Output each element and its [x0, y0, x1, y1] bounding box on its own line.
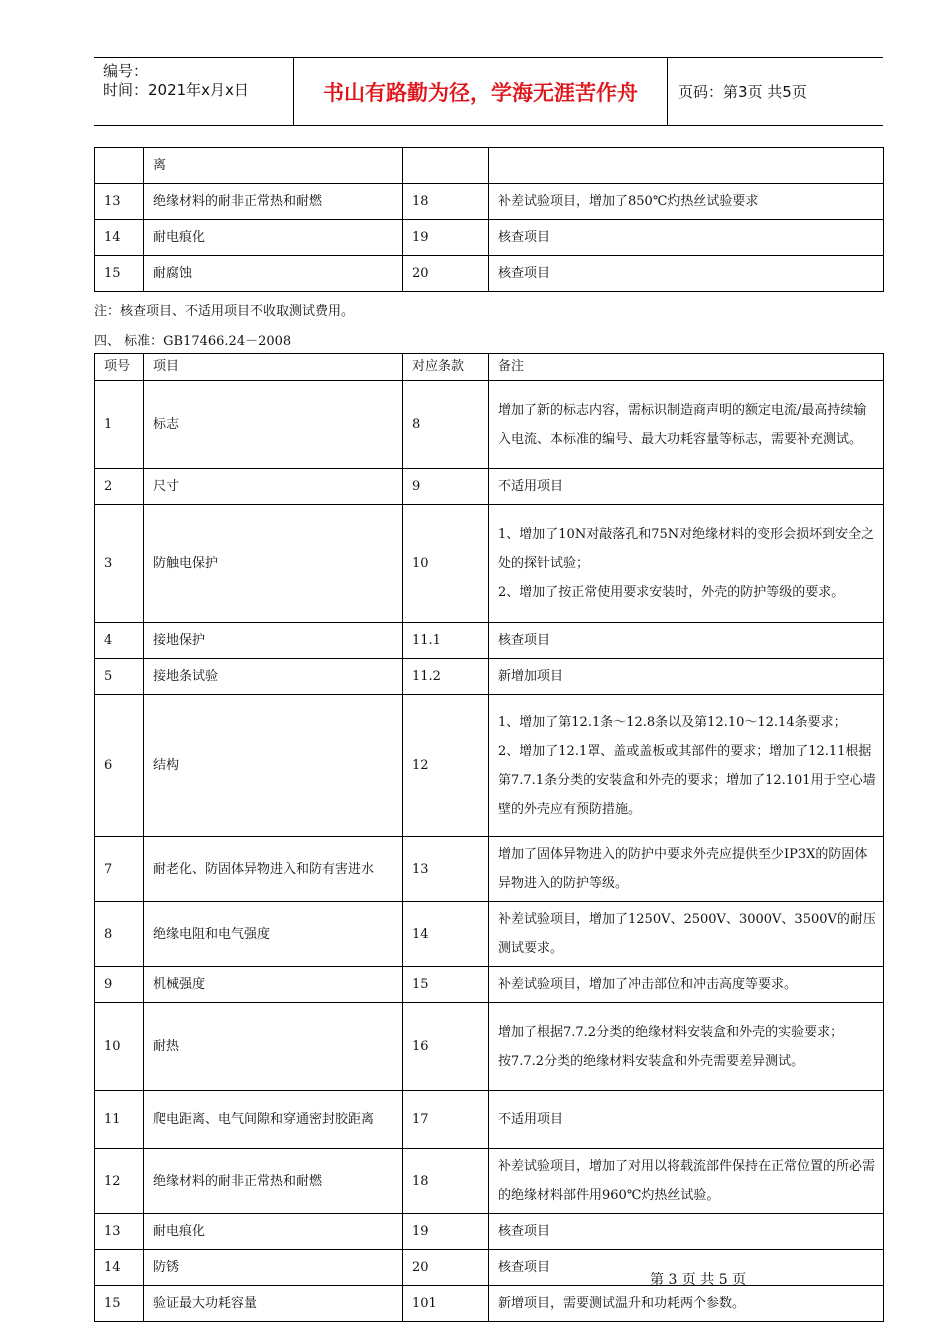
- cell-clause: 9: [403, 469, 489, 505]
- table-row: [95, 184, 884, 220]
- cell-note: 不适用项目: [489, 1091, 884, 1149]
- table-row: [95, 1003, 884, 1091]
- cell-item: 绝缘材料的耐非正常热和耐燃: [144, 184, 403, 220]
- cell-note: [489, 148, 884, 184]
- cell-no: 11: [95, 1091, 144, 1149]
- cell-clause: 14: [403, 902, 489, 967]
- cell-item: 接地保护: [144, 623, 403, 659]
- cell-clause: 17: [403, 1091, 489, 1149]
- cell-item: 耐电痕化: [144, 220, 403, 256]
- cell-note: 1、增加了第12.1条～12.8条以及第12.10～12.14条要求； 2、增加了12.1罩、盖或盖板或其部件的要求；增加了12.11根据第7.7.1条分类的安装盒和外壳的要求；增加了12.101用于空心墙壁的外壳应有预防措施。: [489, 695, 884, 837]
- table-row: [95, 148, 884, 184]
- header-item: 项目: [144, 354, 403, 381]
- cell-clause: 8: [403, 381, 489, 469]
- cell-no: 4: [95, 623, 144, 659]
- cell-note: 核查项目: [489, 220, 884, 256]
- cell-item: 防锈: [144, 1250, 403, 1286]
- cell-note: 核查项目: [489, 623, 884, 659]
- table-row: [95, 505, 884, 623]
- cell-note: 增加了根据7.7.2分类的绝缘材料安装盒和外壳的实验要求； 按7.7.2分类的绝缘材料安装盒和外壳需要差异测试。: [489, 1003, 884, 1091]
- header-no: 项号: [95, 354, 144, 381]
- document-date: 时间：2021年x月x日: [103, 81, 249, 99]
- cell-note: 不适用项目: [489, 469, 884, 505]
- table-row: [95, 659, 884, 695]
- cell-item: 耐老化、防固体异物进入和防有害进水: [144, 837, 403, 902]
- cell-no: 13: [95, 184, 144, 220]
- cell-no: [95, 148, 144, 184]
- header-motto: 书山有路勤为径，学海无涯苦作舟: [294, 58, 668, 125]
- header-clause: 对应条款: [403, 354, 489, 381]
- table-row: [95, 256, 884, 292]
- cell-note: 核查项目: [489, 1250, 884, 1286]
- cell-item: 防触电保护: [144, 505, 403, 623]
- standard-table-gb17466-24: [94, 353, 884, 1322]
- cell-note: 补差试验项目，增加了1250V、2500V、3000V、3500V的耐压测试要求。: [489, 902, 884, 967]
- cell-clause: 10: [403, 505, 489, 623]
- table-row: [95, 967, 884, 1003]
- cell-item: 结构: [144, 695, 403, 837]
- cell-clause: 101: [403, 1286, 489, 1322]
- cell-item: 绝缘材料的耐非正常热和耐燃: [144, 1149, 403, 1214]
- cell-note: 新增加项目: [489, 659, 884, 695]
- cell-clause: 13: [403, 837, 489, 902]
- cell-item: 耐电痕化: [144, 1214, 403, 1250]
- cell-no: 8: [95, 902, 144, 967]
- cell-no: 15: [95, 1286, 144, 1322]
- cell-clause: 18: [403, 1149, 489, 1214]
- cell-no: 12: [95, 1149, 144, 1214]
- table-row: [95, 902, 884, 967]
- table-row: [95, 220, 884, 256]
- cell-no: 6: [95, 695, 144, 837]
- cell-item: 耐热: [144, 1003, 403, 1091]
- cell-note: 核查项目: [489, 256, 884, 292]
- page-header: [94, 57, 883, 126]
- cell-clause: 20: [403, 256, 489, 292]
- cell-note: 补差试验项目，增加了对用以将载流部件保持在正常位置的所必需的绝缘材料部件用960℃灼热丝试验。: [489, 1149, 884, 1214]
- cell-item: 验证最大功耗容量: [144, 1286, 403, 1322]
- cell-item: 离: [144, 148, 403, 184]
- cell-no: 2: [95, 469, 144, 505]
- cell-no: 14: [95, 220, 144, 256]
- document-number: 编号：: [103, 62, 149, 80]
- table-row: [95, 1091, 884, 1149]
- table-row: [95, 837, 884, 902]
- table-header-row: [95, 354, 884, 381]
- cell-item: 耐腐蚀: [144, 256, 403, 292]
- table-row: [95, 381, 884, 469]
- fee-note: 注：核查项目、不适用项目不收取测试费用。: [94, 304, 355, 319]
- cell-clause: 16: [403, 1003, 489, 1091]
- cell-clause: 19: [403, 1214, 489, 1250]
- cell-item: 爬电距离、电气间隙和穿通密封胶距离: [144, 1091, 403, 1149]
- cell-item: 标志: [144, 381, 403, 469]
- cell-note: 增加了新的标志内容，需标识制造商声明的额定电流/最高持续输入电流、本标准的编号、最大功耗容量等标志，需要补充测试。: [489, 381, 884, 469]
- cell-clause: 11.1: [403, 623, 489, 659]
- cell-item: 绝缘电阻和电气强度: [144, 902, 403, 967]
- cell-note: 新增项目，需要测试温升和功耗两个参数。: [489, 1286, 884, 1322]
- cell-clause: 11.2: [403, 659, 489, 695]
- table-row: [95, 695, 884, 837]
- cell-clause: 19: [403, 220, 489, 256]
- cell-clause: 15: [403, 967, 489, 1003]
- table-row: [95, 1286, 884, 1322]
- cell-clause: [403, 148, 489, 184]
- cell-note: 1、增加了10N对敲落孔和75N对绝缘材料的变形会损坏到安全之处的探针试验； 2、增加了按正常使用要求安装时，外壳的防护等级的要求。: [489, 505, 884, 623]
- cell-clause: 20: [403, 1250, 489, 1286]
- cell-no: 1: [95, 381, 144, 469]
- header-note: 备注: [489, 354, 884, 381]
- header-meta: [94, 58, 294, 125]
- cell-note: 补差试验项目，增加了850℃灼热丝试验要求: [489, 184, 884, 220]
- page-footer: 第 3 页 共 5 页: [650, 1272, 747, 1288]
- cell-no: 14: [95, 1250, 144, 1286]
- cell-item: 机械强度: [144, 967, 403, 1003]
- cell-no: 7: [95, 837, 144, 902]
- cell-no: 13: [95, 1214, 144, 1250]
- cell-no: 5: [95, 659, 144, 695]
- cell-note: 增加了固体异物进入的防护中要求外壳应提供至少IP3X的防固体异物进入的防护等级。: [489, 837, 884, 902]
- cell-no: 3: [95, 505, 144, 623]
- table-row: [95, 1149, 884, 1214]
- cell-clause: 12: [403, 695, 489, 837]
- table-row: [95, 469, 884, 505]
- cell-no: 9: [95, 967, 144, 1003]
- cell-note: 补差试验项目，增加了冲击部位和冲击高度等要求。: [489, 967, 884, 1003]
- table-row: [95, 1250, 884, 1286]
- header-page-indicator: 页码：第3页 共5页: [678, 83, 807, 101]
- cell-item: 尺寸: [144, 469, 403, 505]
- table-row: [95, 1214, 884, 1250]
- standard-table-continued: [94, 147, 884, 292]
- table-row: [95, 623, 884, 659]
- cell-no: 15: [95, 256, 144, 292]
- cell-no: 10: [95, 1003, 144, 1091]
- cell-clause: 18: [403, 184, 489, 220]
- cell-item: 接地条试验: [144, 659, 403, 695]
- cell-note: 核查项目: [489, 1214, 884, 1250]
- section-title: 四、 标准：GB17466.24－2008: [94, 334, 292, 349]
